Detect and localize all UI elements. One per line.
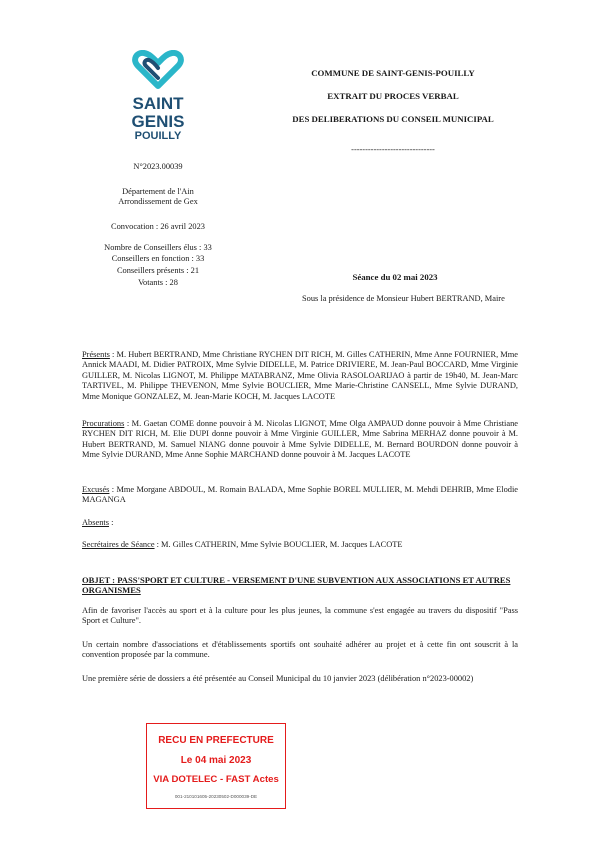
objet-heading <box>82 575 518 596</box>
paragraph-2: Un certain nombre d'associations et d'établissements sportifs ont souhaité adhérer au projet et à cette fin ont souscrit à la convention proposée par la commune. <box>82 640 518 660</box>
logo-saint: SAINT <box>132 94 184 113</box>
commune-logo <box>118 50 198 142</box>
paragraph-3: Une première série de dossiers a été présentée au Conseil Municipal du 10 janvier 2023 (délibération n°2023-00002) <box>82 674 474 683</box>
excuses-paragraph <box>82 485 518 506</box>
presents-text: : M. Hubert BERTRAND, Mme Christiane RYCHEN DIT RICH, M. Gilles CATHERIN, Mme Anne FOURNIER, Mme Annick MAADI, M. Didier PATROIX, Mme Sylvie DIDELLE, M. Patrice DRIVIERE, M. Jean-Paul BOCCARD, Mme Virginie GUILLER, M. Nicolas LIGNOT, M. Philippe MATABRANZ, Mme Olivia RASOLOARIJAO à partir de 19h40, M. Jean-Marc TARTIVEL, M. Philippe THEVENON, Mme Sylvie BOUCLIER, Mme Marie-Christine CANSELL, Mme Sylvie DURAND, Mme Monique GONZALEZ, M. Jean-Marie KOCH, M. Jacques LACOTE <box>82 350 518 401</box>
absents-label: Absents <box>82 518 109 527</box>
logo-pouilly: POUILLY <box>134 130 182 142</box>
arrondissement: Arrondissement de Gex <box>118 197 198 206</box>
votants: Votants : 28 <box>138 278 178 287</box>
deliberations-title: DES DELIBERATIONS DU CONSEIL MUNICIPAL <box>292 114 494 124</box>
commune-title: COMMUNE DE SAINT-GENIS-POUILLY <box>311 68 475 78</box>
header-separator: ------------------------------ <box>351 145 435 154</box>
stamp-line-1: RECU EN PREFECTURE <box>158 735 274 746</box>
presents-paragraph <box>82 350 518 402</box>
secretaires-paragraph <box>82 540 518 550</box>
absents-paragraph <box>82 518 518 528</box>
paragraph-1: Afin de favoriser l'accès au sport et à la culture pour les plus jeunes, la commune s'est engagée au travers du dispositif "Pass Sport et Culture". <box>82 606 518 626</box>
departement: Département de l'Ain <box>122 187 194 196</box>
stamp-line-2: Le 04 mai 2023 <box>180 755 252 766</box>
ref-number: N°2023.00039 <box>133 162 183 171</box>
seance-date: Séance du 02 mai 2023 <box>352 272 438 282</box>
excuses-label: Excusés <box>82 485 110 494</box>
procurations-paragraph <box>82 419 518 461</box>
procurations-text: : M. Gaetan COME donne pouvoir à M. Nicolas LIGNOT, Mme Olga AMPAUD donne pouvoir à Mme Christiane RYCHEN DIT RICH, M. Elie DUPI donne pouvoir à Mme Virginie GUILLER, Mme Sabrina MERHAZ donne pouvoir à M. Hubert BERTRAND, M. Samuel NIANG donne pouvoir à Mme Sylvie DIDELLE, M. Bernard BOURDON donne pouvoir à Mme Sylvie DURAND, Mme Anne Sophie MARCHAND donne pouvoir à M. Jacques LACOTE <box>82 419 518 460</box>
excuses-text: : Mme Morgane ABDOUL, M. Romain BALADA, Mme Sophie BOREL MULLIER, M. Mehdi DEHRIB, Mme Elodie MAGANGA <box>82 485 518 505</box>
conseillers-en-fonction: Conseillers en fonction : 33 <box>111 254 205 263</box>
stamp-line-3: VIA DOTELEC - FAST Actes <box>153 774 279 785</box>
objet-title: PASS'SPORT ET CULTURE - VERSEMENT D'UNE SUBVENTION AUX ASSOCIATIONS ET AUTRES ORGANISMES <box>82 575 511 596</box>
prefecture-stamp <box>146 723 286 809</box>
secretaires-text: : M. Gilles CATHERIN, Mme Sylvie BOUCLIER, M. Jacques LACOTE <box>154 540 403 549</box>
conseillers-elus: Nombre de Conseillers élus : 33 <box>104 243 212 252</box>
conseillers-presents: Conseillers présents : 21 <box>116 266 200 275</box>
convocation: Convocation : 26 avril 2023 <box>111 222 205 231</box>
presidence: Sous la présidence de Monsieur Hubert BERTRAND, Maire <box>302 294 505 303</box>
objet-label: OBJET : <box>82 575 116 585</box>
procurations-label: Procurations <box>82 419 125 428</box>
extrait-title: EXTRAIT DU PROCES VERBAL <box>327 91 459 101</box>
absents-text: : <box>109 518 114 527</box>
logo-genis: GENIS <box>131 112 185 131</box>
presents-label: Présents <box>82 350 110 359</box>
stamp-line-4: 001-210101605-20230502-D000039-DE <box>174 794 258 799</box>
secretaires-label: Secrétaires de Séance <box>82 540 155 549</box>
heart-logo-icon <box>130 50 186 90</box>
